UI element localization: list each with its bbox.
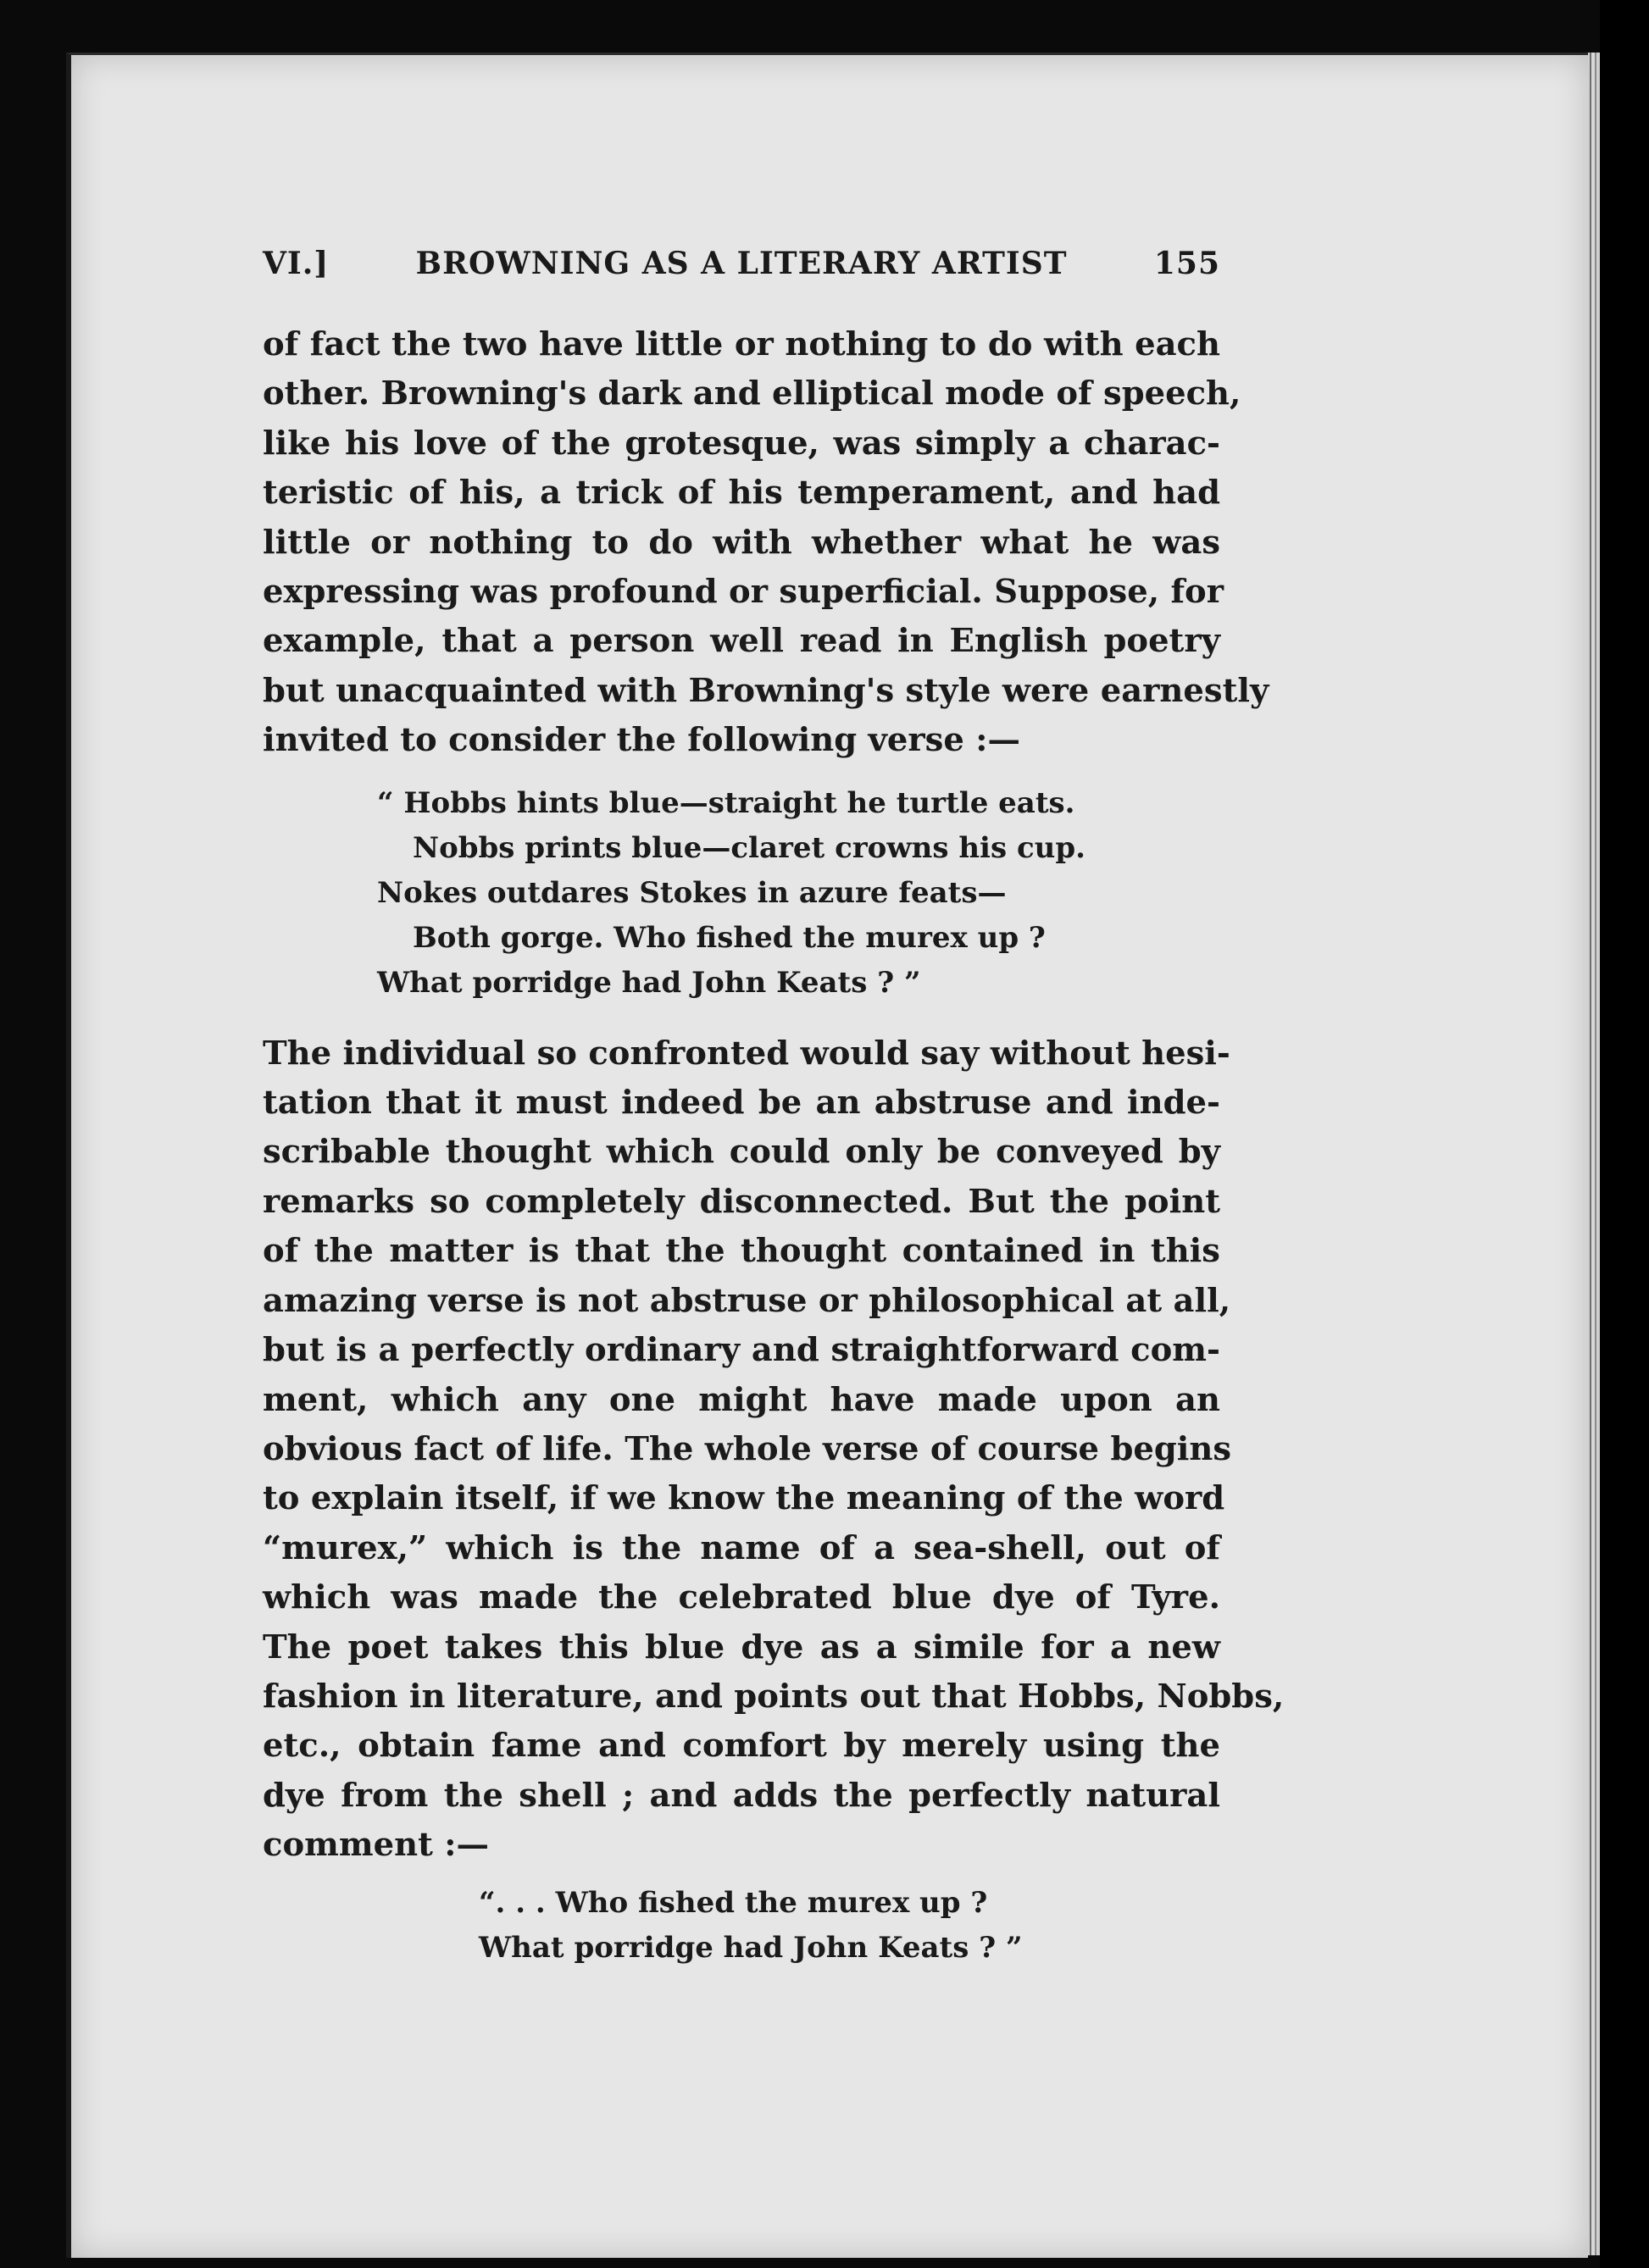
- chapter-number: VI.]: [263, 246, 330, 281]
- text-line: teristic of his, a trick of his temperament, and had: [263, 474, 1220, 513]
- verse-line: Both gorge. Who fished the murex up ?: [413, 920, 1046, 955]
- text-line: invited to consider the following verse :—: [263, 721, 1020, 760]
- text-line: but is a perfectly ordinary and straightforward com-: [263, 1331, 1220, 1370]
- text-line: The individual so confronted would say without hesi-: [263, 1034, 1230, 1073]
- text-line: etc., obtain fame and comfort by merely using the: [263, 1727, 1220, 1766]
- text-line: dye from the shell ; and adds the perfectly natural: [263, 1776, 1220, 1815]
- text-line: tation that it must indeed be an abstruse and inde-: [263, 1084, 1220, 1123]
- verse-quotation-2: [263, 1881, 1220, 1971]
- text-line: other. Browning's dark and elliptical mode of speech,: [263, 374, 1241, 413]
- text-line: like his love of the grotesque, was simply a charac-: [263, 424, 1220, 463]
- page-text: [263, 246, 1285, 1994]
- text-line: fashion in literature, and points out that Hobbs, Nobbs,: [263, 1677, 1285, 1716]
- verse-line: Nobbs prints blue—claret crowns his cup.: [413, 830, 1085, 865]
- verse-line: What porridge had John Keats ? ”: [479, 1930, 1023, 1965]
- text-line: of the matter is that the thought contained in this: [263, 1232, 1220, 1271]
- verse-line: Nokes outdares Stokes in azure feats—: [377, 875, 1007, 910]
- scan-background: [1600, 0, 1649, 2268]
- text-line: comment :—: [263, 1826, 489, 1865]
- text-line: to explain itself, if we know the meaning of the word: [263, 1479, 1225, 1518]
- verse-line: “. . . Who fished the murex up ?: [479, 1885, 988, 1920]
- verse-line: What porridge had John Keats ? ”: [377, 965, 921, 1000]
- text-line: The poet takes this blue dye as a simile for a new: [263, 1628, 1220, 1666]
- text-line: of fact the two have little or nothing to do with each: [263, 325, 1220, 363]
- text-line: ment, which any one might have made upon an: [263, 1380, 1220, 1419]
- text-line: expressing was profound or superficial. Suppose, for: [263, 573, 1224, 612]
- text-line: scribable thought which could only be conveyed by: [263, 1133, 1220, 1172]
- verse-quotation-1: [263, 781, 1220, 1006]
- page-number: 155: [1153, 246, 1220, 281]
- text-line: which was made the celebrated blue dye of Tyre.: [263, 1578, 1220, 1617]
- paragraph-2: [263, 1029, 1285, 1871]
- running-head: [263, 246, 1220, 288]
- text-line: remarks so completely disconnected. But the point: [263, 1182, 1220, 1221]
- paragraph-1: [263, 320, 1269, 766]
- text-line: amazing verse is not abstruse or philosophical at all,: [263, 1281, 1231, 1320]
- text-line: little or nothing to do with whether what he was: [263, 523, 1220, 562]
- chapter-title: BROWNING AS A LITERARY ARTIST: [415, 246, 1068, 281]
- text-line: example, that a person well read in English poetry: [263, 622, 1220, 661]
- text-line: but unacquainted with Browning's style were earnestly: [263, 671, 1269, 710]
- text-line: obvious fact of life. The whole verse of course begins: [263, 1429, 1232, 1468]
- text-line: “murex,” which is the name of a sea-shell, out of: [263, 1528, 1220, 1567]
- verse-line: “ Hobbs hints blue—straight he turtle eats.: [377, 785, 1075, 820]
